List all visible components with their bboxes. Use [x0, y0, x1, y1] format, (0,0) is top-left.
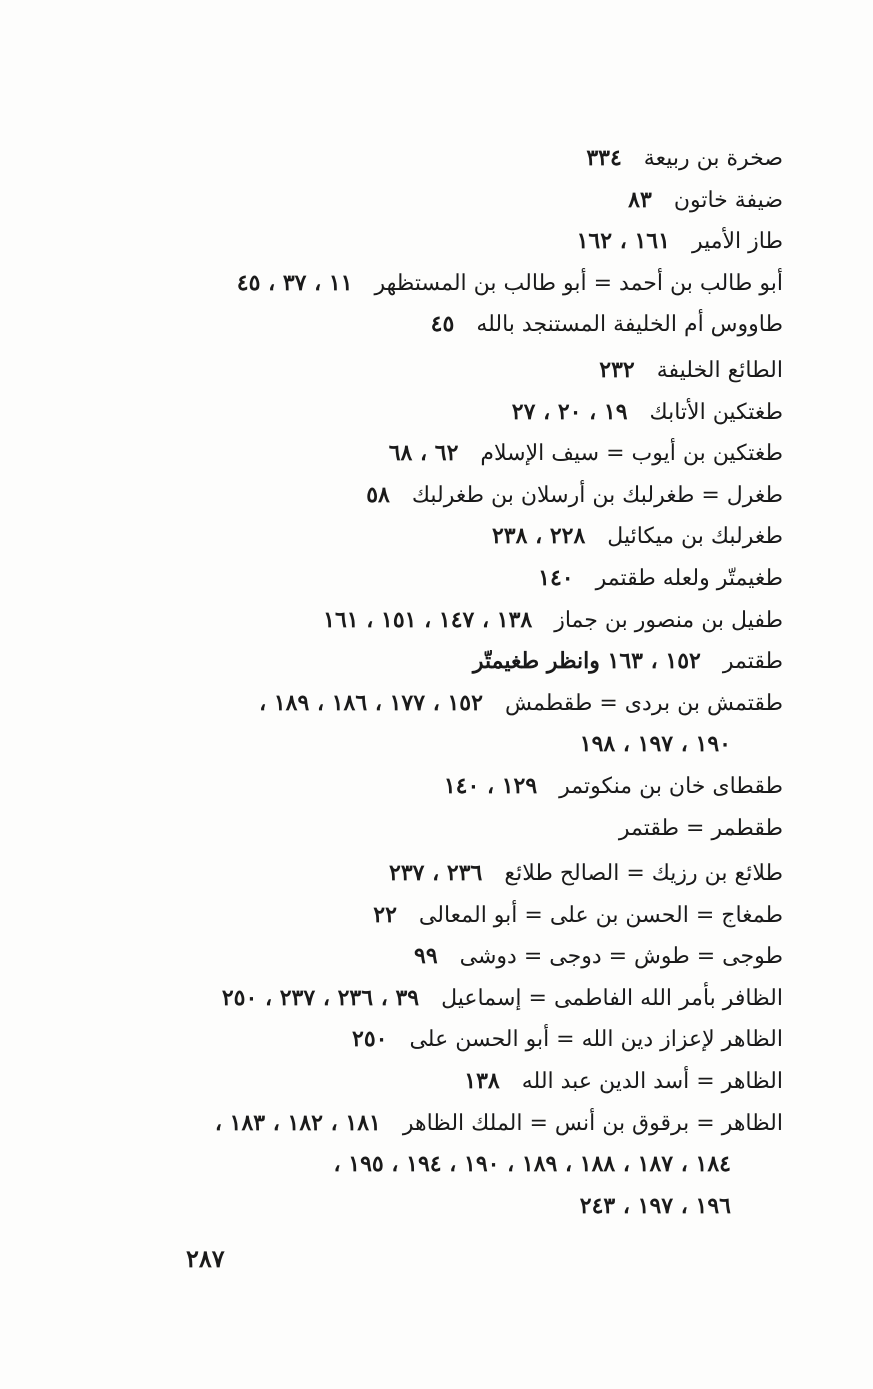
index-entry [83, 683, 783, 725]
entry-pages: ٢٥٠ [352, 1026, 388, 1053]
entry-pages: ٢٣٢ [599, 356, 635, 383]
index-entry [83, 853, 783, 895]
index-list [83, 138, 783, 1227]
entry-name: طاووس أم الخليفة المستنجد بالله [476, 312, 783, 338]
entry-pages: ٣٩ ، ٢٣٦ ، ٢٣٧ ، ٢٥٠ [221, 984, 420, 1011]
entry-name: الظاهر = برقوق بن أنس = الملك الظاهر [402, 1110, 783, 1136]
entry-pages: ١١ ، ٣٧ ، ٤٥ [236, 269, 353, 296]
entry-name: طغرلبك بن ميكائيل [607, 524, 783, 550]
entry-name: طمغاج = الحسن بن على = أبو المعالى [418, 902, 783, 928]
entry-name: الظافر بأمر الله الفاطمى = إسماعيل [441, 985, 783, 1011]
entry-name: صخرة بن ربيعة [643, 146, 783, 171]
index-entry [83, 558, 783, 600]
entry-pages: ١٩٦ ، ١٩٧ ، ٢٤٣ [579, 1192, 731, 1219]
index-entry-continuation [83, 724, 783, 766]
index-entry-continuation [83, 1186, 783, 1228]
index-entry [83, 641, 783, 683]
index-entry [83, 221, 783, 263]
entry-name: طقتمر [722, 649, 783, 675]
index-entry [83, 978, 783, 1020]
index-entry-continuation [83, 1144, 783, 1186]
entry-name: الطائع الخليفة [656, 357, 783, 383]
entry-name: طاز الأمير [691, 229, 783, 255]
index-entry [83, 1061, 783, 1103]
index-entry [83, 304, 783, 346]
entry-pages: ١٣٨ ، ١٤٧ ، ١٥١ ، ١٦١ [323, 606, 533, 633]
entry-pages: ٤٥ [430, 311, 455, 338]
index-entry [83, 392, 783, 434]
entry-name: طغرل = طغرلبك بن أرسلان بن طغرلبك [411, 482, 783, 508]
entry-name: طغتكين الأتابك [649, 399, 783, 425]
entry-pages: ١٤٠ [538, 564, 574, 591]
index-entry [83, 433, 783, 475]
index-entry [83, 516, 783, 558]
entry-name: طقطمر = طقتمر [618, 815, 783, 841]
index-entry [83, 475, 783, 517]
entry-name: أبو طالب بن أحمد = أبو طالب بن المستظهر [374, 270, 783, 296]
index-entry [83, 936, 783, 978]
entry-pages: ١٦١ ، ١٦٢ [576, 228, 670, 255]
entry-name: طقتمش بن بردى = طقطمش [504, 690, 783, 716]
index-entry [83, 766, 783, 808]
entry-pages: ١٢٩ ، ١٤٠ [443, 772, 538, 799]
entry-name: طلائع بن رزيك = الصالح طلائع [504, 861, 783, 887]
entry-pages: ١٥٢ ، ١٦٣ وانظر طغيمتّر [472, 648, 701, 675]
entry-pages: ١٥٢ ، ١٧٧ ، ١٨٦ ، ١٨٩ ، [259, 689, 483, 716]
index-entry [83, 1103, 783, 1145]
entry-pages: ١٨٤ ، ١٨٧ ، ١٨٨ ، ١٨٩ ، ١٩٠ ، ١٩٤ ، ١٩٥ ، [333, 1151, 731, 1178]
entry-pages: ٣٣٤ [586, 145, 622, 171]
entry-name: طقطاى خان بن منكوتمر [559, 773, 783, 799]
entry-pages: ١٣٨ [464, 1068, 500, 1095]
index-entry [83, 600, 783, 642]
entry-name: طفيل بن منصور بن جماز [554, 607, 783, 633]
entry-pages: ٢٢٨ ، ٢٣٨ [491, 523, 586, 550]
entry-name: الظاهر لإعزاز دين الله = أبو الحسن على [409, 1027, 783, 1053]
entry-pages: ٦٢ ، ٦٨ [388, 440, 459, 467]
entry-pages: ١٩ ، ٢٠ ، ٢٧ [511, 398, 628, 425]
index-entry [83, 180, 783, 222]
entry-pages: ٨٣ [628, 186, 652, 213]
entry-name: الظاهر = أسد الدين عبد الله [521, 1069, 783, 1095]
index-entry [83, 138, 783, 180]
index-entry [83, 350, 783, 392]
index-entry [83, 1019, 783, 1061]
entry-pages: ٩٩ [414, 943, 438, 970]
page-number: ٢٨٧ [186, 1244, 225, 1273]
index-entry [83, 895, 783, 937]
entry-name: طغيمتّر ولعله طقتمر [595, 565, 783, 591]
index-entry [83, 263, 783, 305]
entry-pages: ١٨١ ، ١٨٢ ، ١٨٣ ، [214, 1109, 381, 1136]
index-entry [83, 808, 783, 850]
entry-pages: ٢٣٦ ، ٢٣٧ [389, 860, 483, 887]
entry-name: ضيفة خاتون [673, 187, 783, 213]
entry-name: طوجى = طوش = دوجى = دوشى [459, 944, 783, 970]
entry-pages: ٥٨ [366, 481, 390, 508]
entry-pages: ٢٢ [373, 901, 397, 928]
entry-name: طغتكين بن أيوب = سيف الإسلام [480, 441, 783, 467]
entry-pages: ١٩٠ ، ١٩٧ ، ١٩٨ [579, 731, 731, 758]
